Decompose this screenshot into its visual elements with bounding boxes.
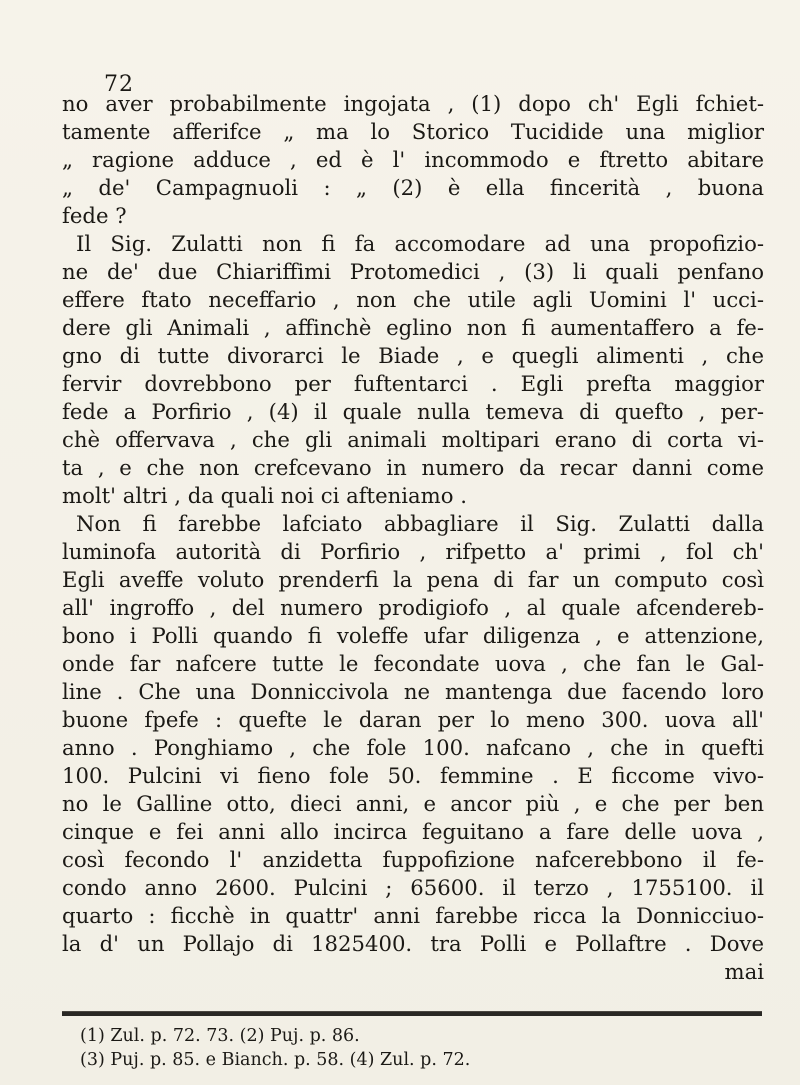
text-line: fervir dovrebbono per fuftentarci . Egli prefta maggior (62, 371, 764, 396)
text-line: „ ragione adduce , ed è l' incommodo e ftretto abitare (62, 147, 764, 172)
text-line: fede a Porfirio , (4) il quale nulla temeva di quefto , per- (62, 399, 764, 424)
text-line: condo anno 2600. Pulcini ; 65600. il terzo , 1755100. il (62, 875, 764, 900)
text-line: anno . Ponghiamo , che fole 100. nafcano , che in quefti (62, 735, 764, 760)
text-line: buone fpefe : quefte le daran per lo meno 300. uova all' (62, 707, 764, 732)
text-line: ta , e che non crefcevano in numero da recar danni come (62, 455, 764, 480)
text-line: 100. Pulcini vi fieno fole 50. femmine . E ficcome vivo- (62, 763, 764, 788)
text-line: dere gli Animali , affinchè eglino non fi aumentaffero a fe- (62, 315, 764, 340)
text-line: chè offervava , che gli animali moltipari erano di corta vi- (62, 427, 764, 452)
footnote-line: (3) Puj. p. 85. e Bianch. p. 58. (4) Zul. p. 72. (80, 1050, 471, 1070)
text-line: no aver probabilmente ingojata , (1) dopo ch' Egli fchiet- (62, 91, 764, 116)
text-line: „ de' Campagnuoli : „ (2) è ella fincerità , buona (62, 175, 764, 200)
text-line: luminofa autorità di Porfirio , rifpetto a' primi , fol ch' (62, 539, 764, 564)
text-line: così fecondo l' anzidetta fuppofizione nafcerebbono il fe- (62, 847, 764, 872)
text-line: onde far nafcere tutte le fecondate uova , che fan le Gal- (62, 651, 764, 676)
text-line: la d' un Pollajo di 1825400. tra Polli e Pollaftre . Dove (62, 931, 764, 956)
text-line: quarto : ficchè in quattr' anni farebbe ricca la Donnicciuo- (62, 903, 764, 928)
text-line: line . Che una Donniccivola ne mantenga due facendo loro (62, 679, 764, 704)
text-line: tamente afferifce „ ma lo Storico Tucidide una miglior (62, 119, 764, 144)
text-line: ne de' due Chiariffimi Protomedici , (3) li quali penfano (62, 259, 764, 284)
footnote-line: (1) Zul. p. 72. 73. (2) Puj. p. 86. (80, 1026, 360, 1046)
text-line: no le Galline otto, dieci anni, e ancor più , e che per ben (62, 791, 764, 816)
text-line: fede ? (62, 203, 127, 228)
footnote-divider (62, 1011, 762, 1016)
text-line: Il Sig. Zulatti non fi fa accomodare ad una propofizio- (76, 231, 764, 256)
text-line: effere ftato neceffario , non che utile agli Uomini l' ucci- (62, 287, 764, 312)
text-line: Non fi farebbe lafciato abbagliare il Sig. Zulatti dalla (76, 511, 764, 536)
footnotes (80, 1024, 760, 1072)
text-line: bono i Polli quando fi voleffe ufar diligenza , e attenzione, (62, 623, 764, 648)
body-text (62, 90, 764, 986)
page-number: 72 (104, 72, 134, 97)
text-line: Egli aveffe voluto prenderfi la pena di far un computo così (62, 567, 764, 592)
text-line: cinque e fei anni allo incirca feguitano a fare delle uova , (62, 819, 764, 844)
catchword: mai (724, 959, 764, 984)
text-line: molt' altri , da quali noi ci afteniamo . (62, 483, 467, 508)
text-line: all' ingroffo , del numero prodigiofo , al quale afcendereb- (62, 595, 764, 620)
text-line: gno di tutte divorarci le Biade , e quegli alimenti , che (62, 343, 764, 368)
